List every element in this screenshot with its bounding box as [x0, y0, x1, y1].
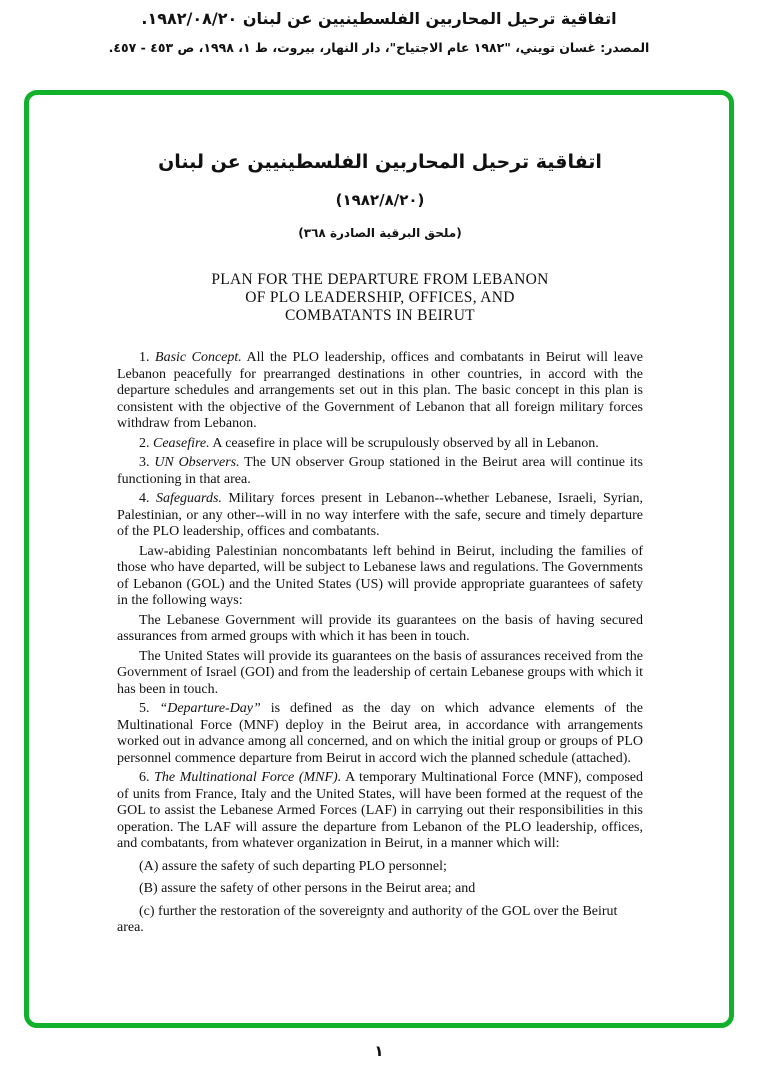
- document-body: [117, 350, 643, 937]
- paragraph-term: Basic Concept.: [155, 350, 242, 365]
- paragraph: (B) assure the safety of other persons in the Beirut area; and: [139, 881, 476, 896]
- paragraph-term: Ceasefire.: [153, 435, 210, 451]
- english-title-line: PLAN FOR THE DEPARTURE FROM LEBANON: [211, 271, 549, 288]
- paragraph-term: The Multinational Force (MNF).: [154, 770, 342, 785]
- document-english-title: [117, 271, 643, 325]
- paragraph: (c) further the restoration of the sovereignty and authority of the GOL over the Beirut area.: [117, 903, 618, 935]
- source-header-title: اتفاقية ترحيل المحاربين الفلسطينيين عن لبنان ١٩٨٢/٠٨/٢٠.: [141, 9, 617, 28]
- source-header: [0, 8, 758, 56]
- paragraph-term: UN Observers.: [154, 455, 240, 470]
- paragraph: 5. “Departure-Day” is defined as the day on which advance elements of the Multinational Force (MNF) deploy in the Beirut area, in accordance with arrangements worked out in advance among all concerned, and on which the initial group or groups of PLO personnel commence departure from Beirut in accord wich the planned schedule (attached).: [117, 701, 644, 766]
- english-title-line: OF PLO LEADERSHIP, OFFICES, AND: [245, 289, 515, 306]
- document-arabic-title: اتفاقية ترحيل المحاربين الفلسطينيين عن لبنان: [158, 151, 602, 173]
- paragraph: The Lebanese Government will provide its guarantees on the basis of having secured assurances from armed groups with which it has been in touch.: [117, 612, 643, 644]
- paragraph: 2. Ceasefire. A ceasefire in place will be scrupulously observed by all in Lebanon.: [139, 435, 599, 451]
- paragraph: The United States will provide its guarantees on the basis of assurances received from the Government of Israel (GOI) and from the leadership of certain Lebanese groups with which it has been in touch.: [117, 648, 643, 697]
- paragraph: Law-abiding Palestinian noncombatants left behind in Beirut, including the families of those who have departed, will be subject to Lebanese laws and regulations. The Governments of Lebanon (GOL) and the United States (US) will provide appropriate guarantees of safety in the following ways:: [117, 543, 643, 608]
- paragraph: 3. UN Observers. The UN observer Group stationed in the Beirut area will continue its functioning in that area.: [117, 455, 644, 487]
- paragraph: 6. The Multinational Force (MNF). A temporary Multinational Force (MNF), composed of units from France, Italy and the United States, will have been formed at the request of the GOL to assist the Lebanese Armed Forces (LAF) in carrying out their responsibilities in this operation. The LAF will assure the departure from Lebanon of the PLO leadership, offices, and combatants, from whatever organization in Beirut, in a manner which will:: [117, 770, 643, 851]
- source-header-citation: المصدر: غسان تويني، "١٩٨٢ عام الاجتياح"، دار النهار، بيروت، ط ١، ١٩٩٨، ص ٤٥٣ - ٤٥٧.: [108, 40, 650, 55]
- paragraph: 4. Safeguards. Military forces present in Lebanon--whether Lebanese, Israeli, Syrian, Palestinian, or any other--will in no way interfere with the safe, secure and timely departure of the PLO leadership, offices and combatants.: [117, 491, 644, 539]
- paragraph: 1. Basic Concept. All the PLO leadership, offices and combatants in Beirut will leave Lebanon peacefully for prearranged destinations in other countries, in accord with the departure schedules and arrangements set out in this plan. The basic concept in this plan is consistent with the objective of the Government of Lebanon that all foreign military forces withdraw from Lebanon.: [117, 350, 644, 431]
- paragraph: (A) assure the safety of such departing PLO personnel;: [139, 858, 447, 874]
- page-number: ١: [374, 1042, 384, 1060]
- document-arabic-note: (ملحق البرقية الصادرة ٣٦٨): [298, 226, 462, 240]
- document-arabic-date: (١٩٨٢/٨/٢٠): [335, 191, 425, 209]
- paragraph-term: “Departure-Day”: [159, 701, 261, 716]
- english-title-line: COMBATANTS IN BEIRUT: [285, 307, 475, 324]
- paragraph-term: Safeguards.: [155, 491, 222, 506]
- document-frame: [24, 90, 734, 1028]
